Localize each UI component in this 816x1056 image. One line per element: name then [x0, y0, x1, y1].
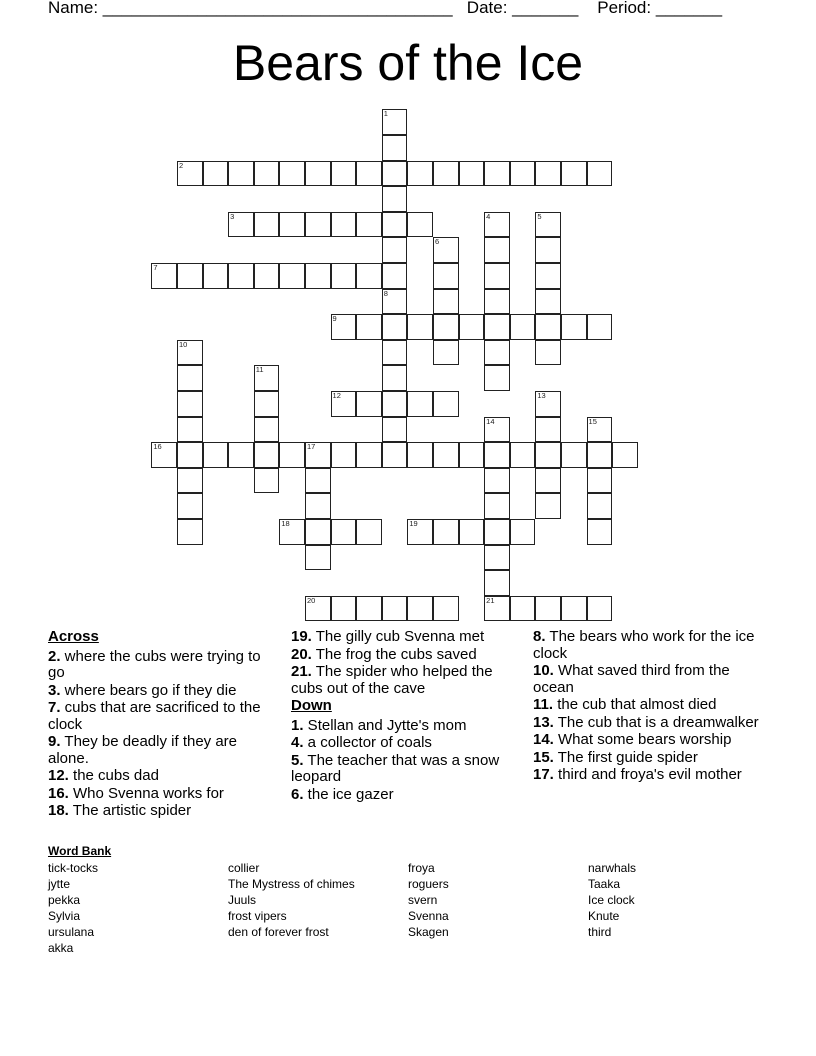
crossword-cell[interactable]	[382, 314, 408, 340]
crossword-cell[interactable]	[510, 442, 536, 468]
clue-number: 5.	[291, 751, 304, 769]
crossword-cell[interactable]	[587, 442, 613, 468]
crossword-cell[interactable]	[331, 161, 357, 187]
crossword-cell[interactable]	[331, 596, 357, 622]
crossword-cell[interactable]	[484, 493, 510, 519]
word-bank-item: Knute	[588, 909, 620, 923]
crossword-cell[interactable]	[228, 212, 254, 238]
crossword-cell[interactable]	[382, 109, 408, 135]
crossword-cell[interactable]	[484, 417, 510, 443]
word-bank-item: pekka	[48, 893, 81, 907]
date-blank[interactable]: _______	[512, 0, 579, 17]
clue-item	[291, 647, 519, 664]
crossword-cell[interactable]	[407, 519, 433, 545]
clue-number: 1.	[291, 716, 304, 734]
word-bank-column	[228, 860, 355, 940]
crossword-cell[interactable]	[254, 417, 280, 443]
crossword-cell[interactable]	[254, 161, 280, 187]
crossword-cell[interactable]	[331, 519, 357, 545]
crossword-cell[interactable]	[433, 391, 459, 417]
crossword-cell[interactable]	[254, 468, 280, 494]
clue-number: 10.	[533, 662, 554, 679]
clue-number: 6.	[291, 785, 304, 803]
crossword-cell[interactable]	[254, 391, 280, 417]
clue-number: 20	[306, 595, 316, 605]
clue-text: They be deadly if they are alone.	[48, 733, 238, 767]
clue-number: 7	[153, 262, 158, 272]
clue-text: The bears who work for the ice clock	[533, 628, 755, 662]
crossword-cell[interactable]	[356, 519, 382, 545]
crossword-cell[interactable]	[561, 442, 587, 468]
clue-text: The artistic spider	[68, 802, 192, 819]
crossword-cell[interactable]	[305, 519, 331, 545]
crossword-cell[interactable]	[459, 314, 485, 340]
clue-number: 18.	[48, 802, 69, 819]
clue-text: Who Svenna works for	[68, 784, 224, 802]
crossword-cell[interactable]	[177, 493, 203, 519]
clue-number: 17.	[533, 766, 554, 783]
crossword-cell[interactable]	[382, 596, 408, 622]
crossword-cell[interactable]	[612, 442, 638, 468]
crossword-grid	[152, 110, 652, 630]
crossword-cell[interactable]	[433, 442, 459, 468]
clue-text: where bears go if they die	[60, 681, 237, 699]
crossword-cell[interactable]	[433, 237, 459, 263]
clue-text: What some bears worship	[553, 731, 732, 748]
crossword-cell[interactable]	[587, 493, 613, 519]
crossword-cell[interactable]	[535, 493, 561, 519]
clue-text: The gilly cub Svenna met	[311, 628, 485, 645]
clue-number: 17	[306, 442, 316, 452]
crossword-cell[interactable]	[535, 417, 561, 443]
clue-number: 7.	[48, 699, 61, 716]
clue-item	[533, 663, 765, 696]
crossword-cell[interactable]	[382, 135, 408, 161]
crossword-cell[interactable]	[382, 212, 408, 238]
clue-item	[48, 803, 270, 820]
word-bank-item: Skagen	[408, 925, 449, 939]
crossword-cell[interactable]	[459, 161, 485, 187]
word-bank-item: Juuls	[228, 893, 257, 907]
crossword-cell[interactable]	[177, 391, 203, 417]
down-heading: Down	[291, 697, 332, 714]
crossword-cell[interactable]	[587, 519, 613, 545]
crossword-cell[interactable]	[356, 442, 382, 468]
crossword-cell[interactable]	[535, 289, 561, 315]
clue-item	[533, 767, 765, 784]
crossword-cell[interactable]	[177, 417, 203, 443]
crossword-cell[interactable]	[228, 263, 254, 289]
crossword-cell[interactable]	[535, 596, 561, 622]
crossword-cell[interactable]	[305, 442, 331, 468]
word-bank-item: Ice clock	[588, 893, 635, 907]
clue-number: 18	[281, 518, 290, 528]
clue-text: What saved third from the ocean	[533, 662, 730, 696]
crossword-cell[interactable]	[356, 391, 382, 417]
crossword-cell[interactable]	[484, 365, 510, 391]
word-bank-item: den of forever frost	[228, 925, 329, 939]
crossword-cell[interactable]	[484, 289, 510, 315]
word-bank-column	[48, 860, 98, 956]
word-bank-item: froya	[408, 861, 435, 875]
clue-item	[48, 768, 270, 785]
crossword-cell[interactable]	[535, 340, 561, 366]
crossword-cell[interactable]	[356, 212, 382, 238]
crossword-cell[interactable]	[561, 314, 587, 340]
clue-item	[533, 750, 765, 767]
clue-number: 4.	[291, 734, 304, 751]
crossword-cell[interactable]	[382, 237, 408, 263]
crossword-cell[interactable]	[433, 340, 459, 366]
clue-number: 13	[537, 390, 546, 400]
crossword-cell[interactable]	[177, 442, 203, 468]
crossword-cell[interactable]	[510, 596, 536, 622]
crossword-cell[interactable]	[484, 212, 510, 238]
clue-text: the ice gazer	[303, 785, 394, 803]
clues-column-2	[291, 629, 519, 804]
crossword-cell[interactable]	[356, 161, 382, 187]
clue-item	[291, 787, 519, 804]
word-bank-item: frost vipers	[228, 909, 287, 923]
period-label: Period:	[597, 0, 656, 17]
crossword-cell[interactable]	[484, 570, 510, 596]
crossword-cell[interactable]	[305, 596, 331, 622]
crossword-cell[interactable]	[151, 263, 177, 289]
clue-number: 5	[537, 211, 542, 221]
clue-text: the cubs dad	[68, 767, 159, 784]
crossword-cell[interactable]	[382, 289, 408, 315]
crossword-cell[interactable]	[484, 442, 510, 468]
crossword-cell[interactable]	[433, 263, 459, 289]
crossword-cell[interactable]	[177, 263, 203, 289]
crossword-cell[interactable]	[305, 263, 331, 289]
crossword-cell[interactable]	[407, 161, 433, 187]
crossword-cell[interactable]	[228, 442, 254, 468]
clue-number: 14.	[533, 731, 554, 748]
crossword-cell[interactable]	[510, 161, 536, 187]
clue-number: 3.	[48, 681, 61, 699]
crossword-cell[interactable]	[305, 468, 331, 494]
crossword-cell[interactable]	[535, 237, 561, 263]
name-blank[interactable]: _____________________________________	[102, 0, 453, 17]
crossword-cell[interactable]	[561, 161, 587, 187]
crossword-cell[interactable]	[382, 417, 408, 443]
crossword-cell[interactable]	[356, 314, 382, 340]
word-bank-item: third	[588, 925, 612, 939]
clue-number: 15	[588, 416, 597, 426]
crossword-cell[interactable]	[331, 391, 357, 417]
clue-item	[291, 753, 519, 786]
student-info-line	[48, 0, 722, 18]
crossword-cell[interactable]	[535, 161, 561, 187]
crossword-cell[interactable]	[331, 314, 357, 340]
crossword-cell[interactable]	[535, 391, 561, 417]
word-bank-item: tick-tocks	[48, 861, 99, 875]
word-bank-item: jytte	[48, 877, 71, 891]
clue-number: 8	[383, 288, 388, 298]
clue-number: 12.	[48, 767, 69, 784]
crossword-cell[interactable]	[356, 263, 382, 289]
clue-item	[533, 697, 765, 714]
word-bank-item: The Mystress of chimes	[228, 877, 355, 891]
clue-text: third and froya's evil mother	[553, 766, 742, 783]
crossword-cell[interactable]	[177, 468, 203, 494]
clue-text: The teacher that was a snow leopard	[291, 751, 500, 785]
crossword-cell[interactable]	[356, 596, 382, 622]
crossword-cell[interactable]	[279, 442, 305, 468]
crossword-cell[interactable]	[484, 596, 510, 622]
crossword-cell[interactable]	[151, 442, 177, 468]
clue-item	[48, 649, 270, 682]
crossword-cell[interactable]	[510, 519, 536, 545]
clue-number: 3	[230, 211, 235, 221]
clue-item	[291, 735, 519, 752]
crossword-cell[interactable]	[254, 442, 280, 468]
crossword-cell[interactable]	[587, 161, 613, 187]
clue-item	[533, 715, 765, 732]
crossword-cell[interactable]	[254, 365, 280, 391]
crossword-cell[interactable]	[484, 263, 510, 289]
crossword-cell[interactable]	[484, 161, 510, 187]
clues-column-1	[48, 629, 270, 821]
clue-number: 14	[486, 416, 495, 426]
across-heading: Across	[48, 628, 99, 645]
crossword-cell[interactable]	[535, 263, 561, 289]
crossword-cell[interactable]	[331, 442, 357, 468]
crossword-cell[interactable]	[279, 161, 305, 187]
clue-number: 16.	[48, 784, 69, 802]
word-bank-item: roguers	[408, 877, 449, 891]
clue-item	[291, 664, 519, 697]
name-label: Name:	[48, 0, 103, 17]
crossword-cell[interactable]	[484, 545, 510, 571]
crossword-cell[interactable]	[305, 545, 331, 571]
word-bank-title: Word Bank	[48, 844, 112, 858]
crossword-cell[interactable]	[407, 442, 433, 468]
clue-item	[533, 732, 765, 749]
crossword-cell[interactable]	[177, 340, 203, 366]
word-bank-item: Taaka	[588, 877, 621, 891]
crossword-cell[interactable]	[382, 365, 408, 391]
clue-number: 13.	[533, 713, 554, 731]
clue-item	[48, 786, 270, 803]
crossword-cell[interactable]	[561, 596, 587, 622]
crossword-cell[interactable]	[305, 493, 331, 519]
clue-number: 2	[178, 160, 184, 170]
clue-item	[291, 629, 519, 646]
clue-text: cubs that are sacrificed to the clock	[48, 699, 261, 733]
crossword-cell[interactable]	[484, 519, 510, 545]
crossword-cell[interactable]	[535, 442, 561, 468]
clue-item	[291, 718, 519, 735]
clue-number: 16	[153, 442, 162, 452]
crossword-cell[interactable]	[535, 468, 561, 494]
crossword-cell[interactable]	[407, 391, 433, 417]
word-bank-item: akka	[48, 941, 74, 955]
crossword-cell[interactable]	[433, 314, 459, 340]
crossword-cell[interactable]	[279, 519, 305, 545]
crossword-cell[interactable]	[433, 289, 459, 315]
crossword-cell[interactable]	[535, 212, 561, 238]
crossword-cell[interactable]	[459, 442, 485, 468]
crossword-cell[interactable]	[177, 519, 203, 545]
clue-number: 8.	[533, 628, 546, 645]
word-bank-item: narwhals	[588, 861, 637, 875]
crossword-cell[interactable]	[587, 314, 613, 340]
clue-number: 11.	[533, 696, 554, 713]
word-bank-item: ursulana	[48, 925, 95, 939]
clue-number: 1	[383, 109, 388, 119]
crossword-cell[interactable]	[254, 212, 280, 238]
word-bank-item: Svenna	[408, 909, 449, 923]
crossword-cell[interactable]	[203, 161, 229, 187]
word-bank-column	[408, 860, 449, 940]
crossword-cell[interactable]	[305, 212, 331, 238]
crossword-cell[interactable]	[484, 340, 510, 366]
clue-number: 9	[332, 314, 337, 324]
crossword-cell[interactable]	[228, 161, 254, 187]
clue-text: The first guide spider	[553, 748, 698, 766]
clues-column-3	[533, 629, 765, 785]
clue-number: 15.	[533, 748, 554, 766]
crossword-cell[interactable]	[484, 314, 510, 340]
word-bank	[48, 844, 637, 955]
crossword-cell[interactable]	[382, 391, 408, 417]
clue-number: 21.	[291, 663, 312, 680]
clue-number: 9.	[48, 733, 61, 750]
crossword-cell[interactable]	[203, 442, 229, 468]
clue-text: The spider who helped the cubs out of the cave	[291, 663, 493, 697]
clue-item	[533, 629, 765, 662]
period-blank[interactable]: _______	[655, 0, 723, 17]
page-title: Bears of the Ice	[232, 35, 584, 91]
crossword-cell[interactable]	[484, 468, 510, 494]
crossword-cell[interactable]	[407, 314, 433, 340]
crossword-cell[interactable]	[433, 596, 459, 622]
clue-number: 21	[486, 595, 495, 605]
clue-text: a collector of coals	[303, 734, 432, 751]
crossword-cell[interactable]	[510, 314, 536, 340]
crossword-cell[interactable]	[535, 314, 561, 340]
crossword-cell[interactable]	[177, 161, 203, 187]
date-label: Date:	[466, 0, 513, 17]
crossword-cell[interactable]	[587, 596, 613, 622]
clue-text: Stellan and Jytte's mom	[303, 716, 467, 734]
word-bank-item: collier	[228, 861, 260, 875]
crossword-cell[interactable]	[331, 212, 357, 238]
clue-text: The frog the cubs saved	[311, 645, 477, 663]
crossword-cell[interactable]	[279, 212, 305, 238]
crossword-cell[interactable]	[587, 468, 613, 494]
clue-text: the cub that almost died	[553, 696, 717, 713]
crossword-cell[interactable]	[177, 365, 203, 391]
crossword-cell[interactable]	[279, 263, 305, 289]
crossword-cell[interactable]	[382, 442, 408, 468]
clue-number: 2.	[48, 647, 61, 665]
crossword-cell[interactable]	[407, 596, 433, 622]
crossword-cell[interactable]	[484, 237, 510, 263]
crossword-cell[interactable]	[382, 263, 408, 289]
crossword-cell[interactable]	[433, 519, 459, 545]
clue-number: 6	[434, 237, 440, 247]
clue-number: 4	[486, 211, 491, 221]
word-bank-item: svern	[408, 893, 438, 907]
clue-item	[48, 700, 270, 733]
clue-number: 19	[409, 518, 418, 528]
crossword-cell[interactable]	[433, 161, 459, 187]
clue-number: 12	[332, 390, 341, 400]
clue-number: 11	[255, 365, 264, 375]
crossword-cell[interactable]	[459, 519, 485, 545]
clue-number: 10	[178, 339, 188, 349]
crossword-cell[interactable]	[382, 340, 408, 366]
crossword-cell[interactable]	[587, 417, 613, 443]
clue-item	[48, 683, 270, 700]
crossword-cell[interactable]	[305, 161, 331, 187]
clue-item	[48, 734, 270, 767]
crossword-cell[interactable]	[382, 161, 408, 187]
crossword-cell[interactable]	[407, 212, 433, 238]
crossword-cell[interactable]	[331, 263, 357, 289]
clue-text: where the cubs were trying to go	[48, 647, 261, 681]
crossword-cell[interactable]	[382, 186, 408, 212]
word-bank-column	[588, 860, 636, 940]
word-bank-item: Sylvia	[48, 909, 81, 923]
clue-number: 20.	[291, 645, 312, 663]
crossword-cell[interactable]	[254, 263, 280, 289]
clue-text: The cub that is a dreamwalker	[553, 713, 759, 731]
clue-number: 19.	[291, 628, 312, 645]
crossword-cell[interactable]	[203, 263, 229, 289]
